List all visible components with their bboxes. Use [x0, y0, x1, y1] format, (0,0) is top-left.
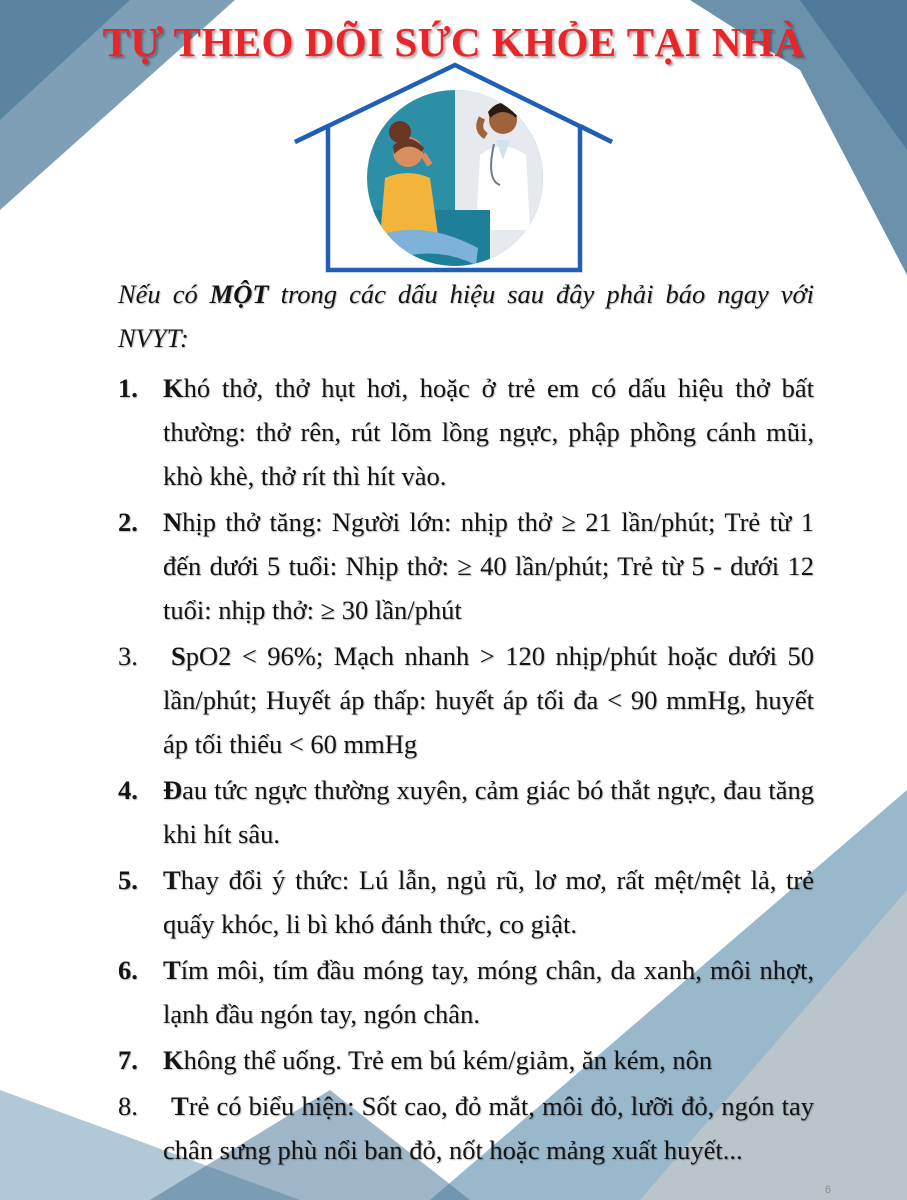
item-initial: N [163, 507, 183, 537]
item-number: 6. [118, 955, 138, 985]
list-item [118, 366, 814, 498]
item-number: 2. [118, 507, 138, 537]
intro-emphasis: MỘT [209, 279, 269, 309]
intro-suffix: trong các dấu hiệu sau đây phải báo ngay với NVYT: [118, 279, 814, 353]
item-number: 3. [118, 641, 138, 671]
item-text: hó thở, thở hụt hơi, hoặc ở trẻ em có dấu hiệu thở bất thường: thở rên, rút lõm lồng ngực, phập phồng cánh mũi, khò khè, thở rít thì hít vào. [163, 373, 814, 491]
item-text: hay đổi ý thức: Lú lẫn, ngủ rũ, lơ mơ, rất mệt/mệt lả, trẻ quấy khóc, li bì khó đánh thức, co giật. [163, 865, 814, 939]
item-initial: T [171, 1091, 189, 1121]
list-item [118, 948, 814, 1036]
item-number: 7. [118, 1045, 138, 1075]
warning-signs-section [118, 272, 814, 1174]
item-initial: K [163, 373, 184, 403]
page-title: TỰ THEO DÕI SỨC KHỎE TẠI NHÀ [102, 19, 805, 65]
item-number: 1. [118, 373, 138, 403]
item-text: pO2 < 96%; Mạch nhanh > 120 nhịp/phút hoặc dưới 50 lần/phút; Huyết áp thấp: huyết áp tối đa < 90 mmHg, huyết áp tối thiểu < 60 mmHg [163, 641, 814, 759]
item-text: hịp thở tăng: Người lớn: nhịp thở ≥ 21 lần/phút; Trẻ từ 1 đến dưới 5 tuổi: Nhịp thở: ≥ 40 lần/phút; Trẻ từ 5 - dưới 12 tuổi: nhịp thở: ≥ 30 lần/phút [163, 507, 814, 625]
item-text: rẻ có biểu hiện: Sốt cao, đỏ mắt, môi đỏ, lưỡi đỏ, ngón tay chân sưng phù nổi ban đỏ, nốt hoặc mảng xuất huyết... [163, 1091, 814, 1165]
intro-prefix: Nếu có [118, 279, 210, 309]
list-item [118, 768, 814, 856]
item-number: 5. [118, 865, 138, 895]
item-number: 8. [118, 1091, 138, 1121]
house-telehealth-icon [290, 60, 620, 275]
list-item [118, 1038, 814, 1082]
item-text: ím môi, tím đầu móng tay, móng chân, da xanh, môi nhợt, lạnh đầu ngón tay, ngón chân. [163, 955, 814, 1029]
warning-signs-list [118, 366, 814, 1172]
list-item [118, 634, 814, 766]
page-number: 6 [824, 1184, 831, 1196]
list-item [118, 858, 814, 946]
list-item [118, 1084, 814, 1172]
item-number: 4. [118, 775, 138, 805]
item-initial: Đ [163, 775, 183, 805]
item-text: hông thể uống. Trẻ em bú kém/giảm, ăn kém, nôn [183, 1045, 713, 1075]
intro-text [118, 272, 814, 360]
item-initial: K [163, 1045, 184, 1075]
list-item [118, 500, 814, 632]
item-initial: S [171, 641, 186, 671]
item-initial: T [163, 865, 181, 895]
item-initial: T [163, 955, 181, 985]
item-text: au tức ngực thường xuyên, cảm giác bó thắt ngực, đau tăng khi hít sâu. [163, 775, 814, 849]
